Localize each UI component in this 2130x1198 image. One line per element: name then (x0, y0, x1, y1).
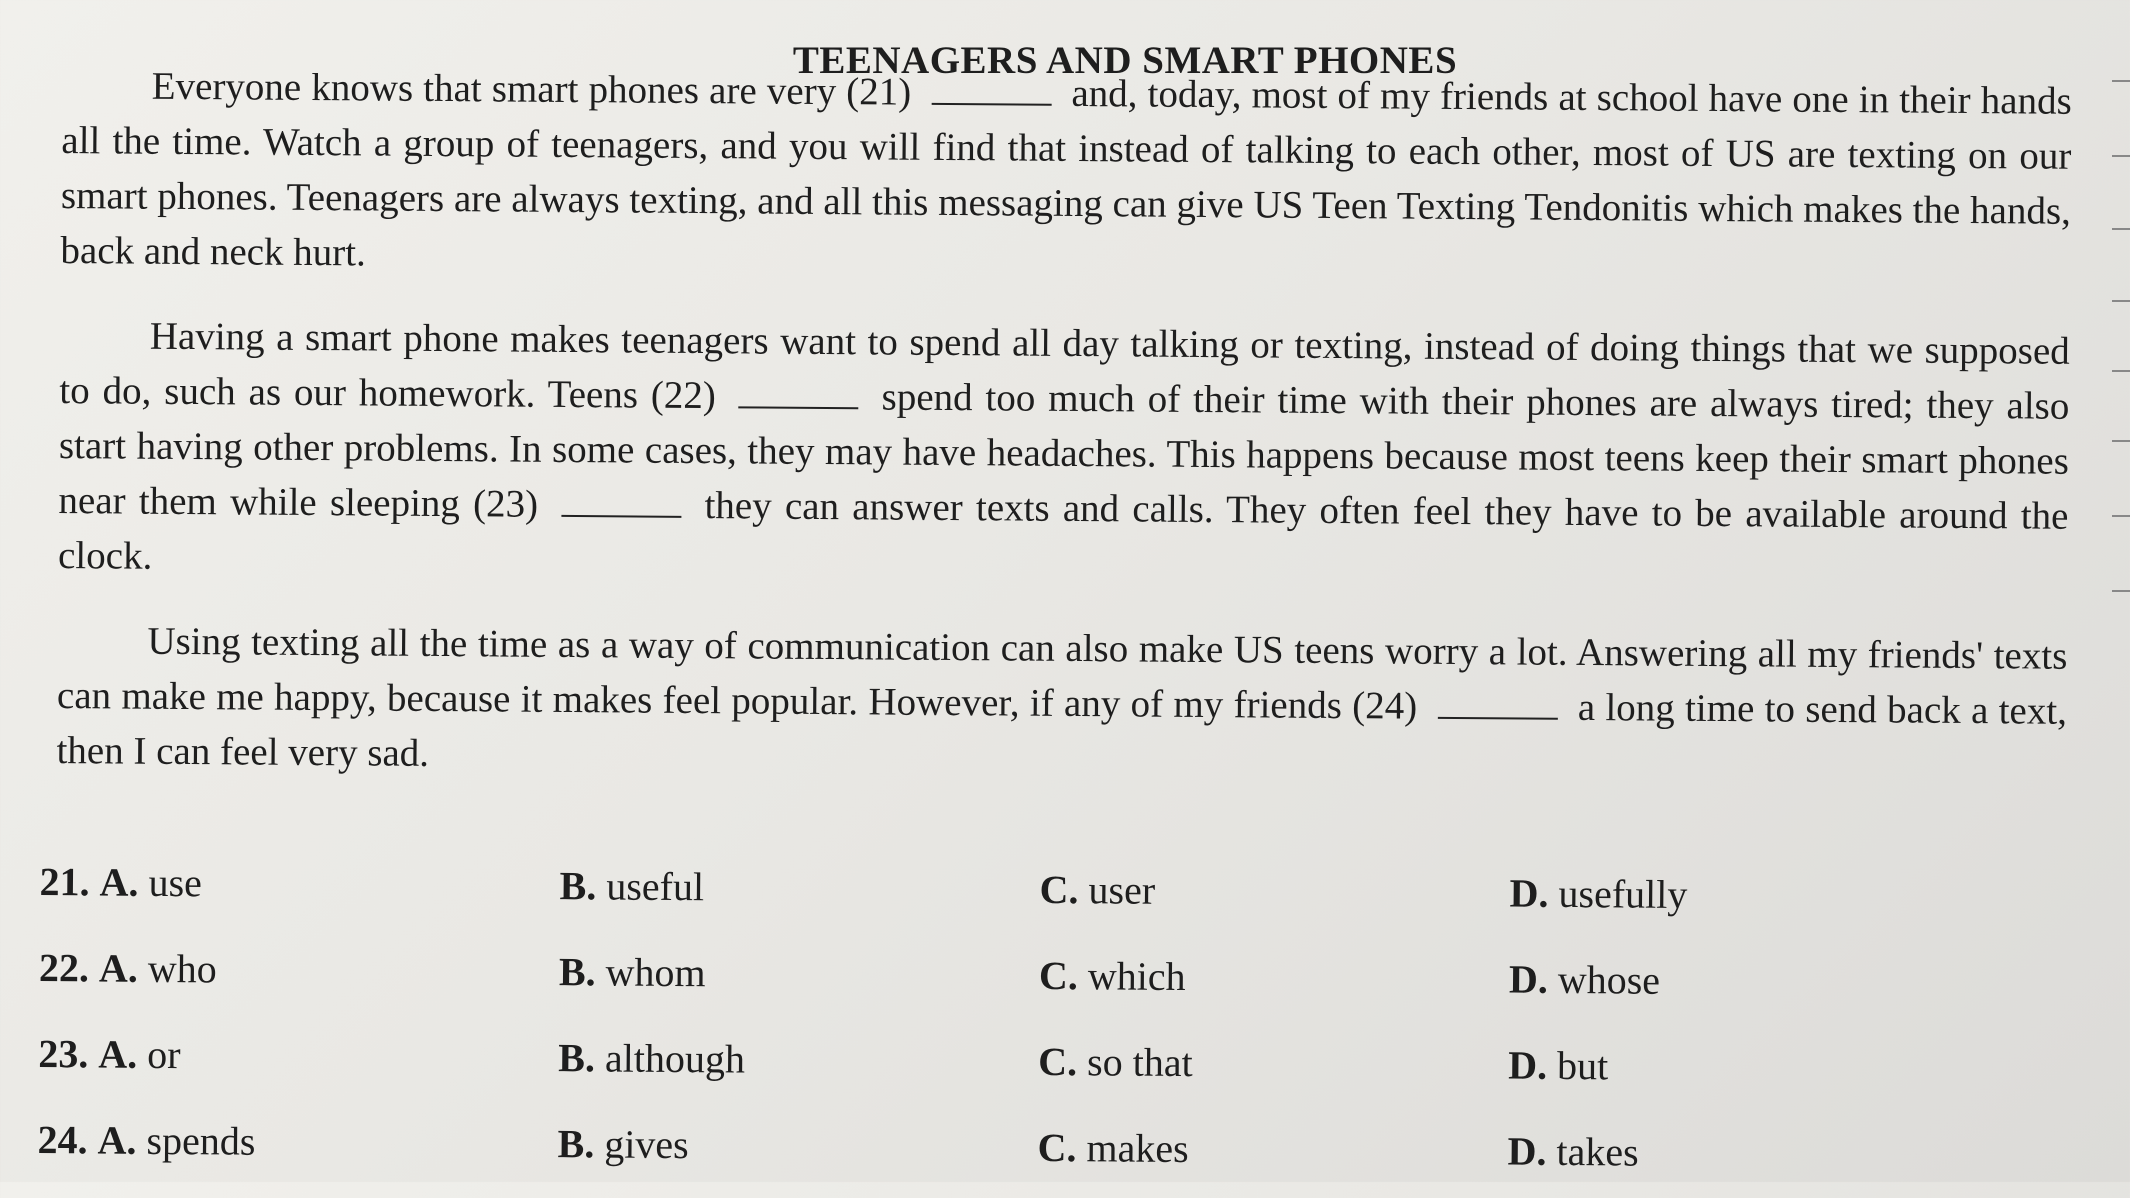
page-edge-mark (2112, 155, 2130, 157)
option-text: spends (146, 1117, 256, 1164)
option-letter: D. (1509, 870, 1549, 916)
paragraph-3-text-b: a long time to send back a text, then I can feel very sad. (56, 685, 2068, 775)
question-number: 22. (38, 944, 90, 990)
page-edge-mark (2112, 300, 2130, 302)
option-text: makes (1086, 1124, 1189, 1171)
option-text: usefully (1558, 870, 1688, 917)
paragraph-1 (60, 58, 2072, 294)
option-letter: D. (1508, 1042, 1548, 1088)
paragraph-1-text-b: and, today, most of my friends at school have one in their hands all the time. Watch a group of teenagers, and you will find that instead of talking to each other, most of US are texting on our smart phones. Teenagers are always texting, and all this messaging can give US Teen Texting Tendonitis which makes the hands, back and neck hurt. (60, 71, 2072, 275)
passage-title: TEENAGERS AND SMART PHONES (792, 39, 1458, 82)
page-edge-mark (2112, 440, 2130, 442)
option-text: although (604, 1034, 746, 1082)
paragraph-1-text-a: Everyone knows that smart phones are very (21) (151, 64, 922, 114)
option-text: but (1556, 1042, 1609, 1088)
option-24-c (1037, 1123, 1507, 1174)
page-edge-mark (2112, 590, 2130, 592)
option-letter: C. (1038, 952, 1079, 998)
option-letter: C. (1039, 866, 1079, 912)
option-text: gives (604, 1120, 689, 1167)
option-text: or (147, 1031, 181, 1077)
option-23-c (1038, 1037, 1508, 1088)
option-letter: D. (1507, 1128, 1547, 1174)
option-letter: B. (558, 1034, 596, 1080)
paragraph-3 (56, 613, 2067, 794)
option-22-c (1039, 951, 1509, 1002)
option-text: whom (605, 948, 706, 995)
option-21-b (559, 862, 1039, 913)
answer-options (37, 838, 2080, 1198)
question-number: 23. (38, 1030, 89, 1076)
option-text: so that (1086, 1038, 1193, 1085)
option-letter: C. (1037, 1124, 1077, 1170)
question-row-23 (38, 1010, 2079, 1112)
page-edge-mark (2112, 515, 2130, 517)
option-21-d (1509, 869, 1909, 919)
question-number: 24. (37, 1116, 88, 1162)
option-text: useful (606, 862, 705, 909)
question-row-24 (37, 1096, 2078, 1198)
option-text: takes (1556, 1128, 1639, 1175)
option-21-c (1039, 865, 1509, 916)
question-number: 21. (39, 858, 90, 904)
option-23-d (1508, 1041, 1908, 1091)
option-letter: A. (97, 1116, 137, 1163)
page-edge-mark (2112, 228, 2130, 230)
option-letter: C. (1038, 1038, 1078, 1084)
option-letter: B. (557, 1120, 595, 1166)
blank-23 (561, 487, 681, 518)
paragraph-2 (58, 308, 2070, 599)
question-row-21 (39, 838, 2080, 940)
question-row-22 (39, 924, 2080, 1026)
option-text: whose (1557, 956, 1661, 1003)
blank-24 (1437, 689, 1557, 720)
option-letter: B. (558, 948, 596, 994)
page-edge-mark (2112, 80, 2130, 82)
page-edge-mark (2112, 370, 2130, 372)
option-letter: D. (1508, 956, 1549, 1002)
paragraph-2-text-b: spend too much of their time with their phones are always tired; they also start having other problems. In some cases, they may have headaches. This happens because most teens keep their smart phones near them while sleeping (23) (58, 375, 2070, 526)
option-letter: B. (559, 862, 597, 908)
option-21-a (39, 857, 559, 908)
option-text: who (147, 945, 217, 991)
option-24-b (557, 1120, 1037, 1171)
blank-21 (931, 75, 1051, 106)
paragraph-2-text-a: Having a smart phone makes teenagers want to spend all day talking or texting, instead of doing things that we supposed to do, such as our homework. Teens (22) (59, 314, 2070, 418)
option-23-a (38, 1029, 558, 1080)
option-letter: A. (98, 944, 139, 991)
option-22-a (39, 943, 559, 994)
option-22-b (559, 948, 1039, 999)
option-letter: A. (98, 1030, 138, 1077)
option-22-d (1509, 955, 1909, 1005)
option-text: use (148, 859, 203, 905)
blank-22 (739, 378, 859, 409)
option-23-b (558, 1034, 1038, 1085)
option-text: which (1087, 952, 1186, 999)
paragraph-3-text-a: Using texting all the time as a way of communication can also make US teens worry a lot. Answering all my friends' texts can make me happy, because it makes feel popular. However, if any of my friends (24) (56, 619, 2068, 728)
option-24-d (1507, 1127, 1907, 1177)
reading-passage (56, 58, 2072, 794)
option-text: user (1088, 866, 1156, 913)
paragraph-2-text-c: they can answer texts and calls. They often feel they have to be available around the clock. (57, 483, 2069, 578)
option-letter: A. (99, 858, 139, 905)
option-24-a (37, 1115, 557, 1166)
